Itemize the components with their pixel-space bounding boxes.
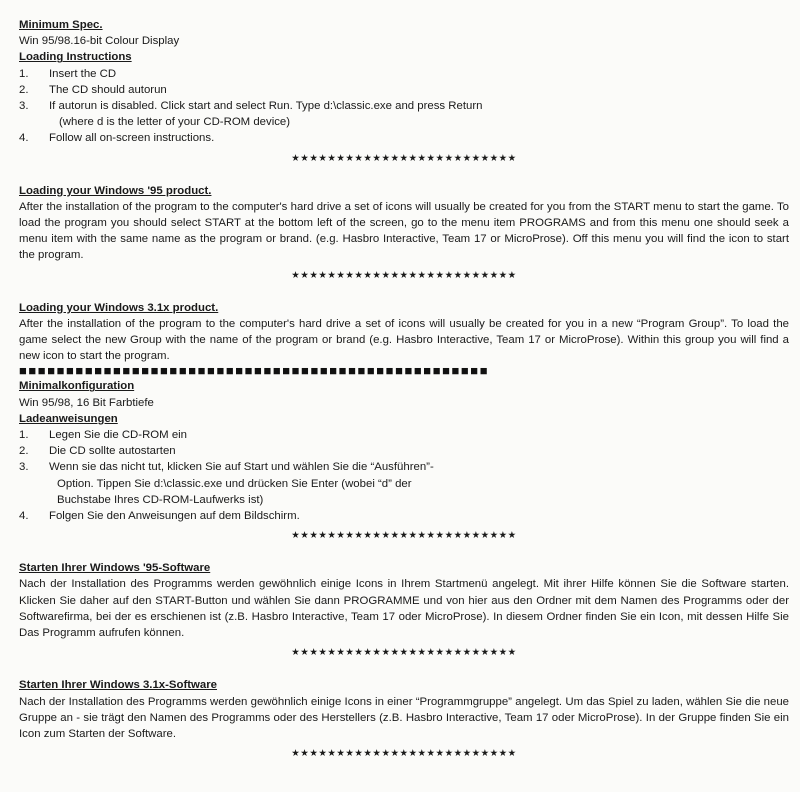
win95-heading-de: Starten Ihrer Windows '95-Software — [19, 562, 211, 575]
english-section — [19, 17, 789, 364]
list-item — [19, 427, 789, 443]
step-text: (where d is the letter of your CD-ROM device) — [59, 116, 291, 129]
min-spec-heading: Minimum Spec. — [19, 19, 103, 31]
step-number: 3. — [19, 100, 29, 113]
star-divider: ★★★★★★★★★★★★★★★★★★★★★★★★★ — [291, 152, 517, 164]
step-number: 2. — [19, 445, 29, 458]
loading-steps-list — [19, 66, 789, 147]
win31-paragraph-de: Nach der Installation des Programms werden gewöhnlich einige Icons in einer “Programmgruppe” angelegt. Um das Spiel zu laden, wählen Sie die neue Gruppe an - sie trägt den Namen des Programms oder des Herstellers (z.B. Hasbro Interactive, Team 17 oder MicroProse). In der Gruppe finden Sie ein Icon zum Starten der Software. — [19, 695, 789, 740]
list-item — [19, 130, 789, 146]
step-number: 4. — [19, 510, 29, 523]
list-item — [19, 443, 789, 459]
star-divider: ★★★★★★★★★★★★★★★★★★★★★★★★★ — [291, 748, 517, 760]
star-divider: ★★★★★★★★★★★★★★★★★★★★★★★★★ — [291, 530, 517, 542]
list-item — [19, 114, 789, 130]
step-text: The CD should autorun — [49, 83, 167, 96]
win31-heading: Loading your Windows 3.1x product. — [19, 301, 219, 314]
win95-paragraph-de: Nach der Installation des Programms werden gewöhnlich einige Icons in Ihrem Startmenü angelegt. Mit ihrer Hilfe können Sie die Software starten. Klicken Sie daher auf den START-Button und wählen Sie dann PROGRAMME und von hier aus den Ordner mit dem Namen des Programms oder der Softwarefirma, bei der es erschienen ist (z.B. Hasbro Interactive, Team 17 oder MicroProse). In diesem Ordner finden Sie ein Icon, mit dessen Hilfe Sie Das Programm aufrufen können. — [19, 578, 789, 640]
list-item — [19, 476, 789, 492]
win95-paragraph: After the installation of the program to the computer's hard drive a set of icons will usually be created for you from the START menu to start the game. To load the program you should select START at the bottom left of the screen, go to the menu item PROGRAMS and from this menu one should seek a menu item with the same name as the program or brand. (e.g. Hasbro Interactive, Team 17 or MicroProse). Off this menu you will find the icon to start the program. — [19, 200, 789, 262]
step-text: Folgen Sie den Anweisungen auf dem Bildschirm. — [49, 510, 300, 523]
list-item — [19, 492, 789, 508]
star-divider: ★★★★★★★★★★★★★★★★★★★★★★★★★ — [291, 269, 517, 281]
win31-heading-de: Starten Ihrer Windows 3.1x-Software — [19, 679, 218, 692]
german-section — [19, 378, 789, 762]
step-text: Option. Tippen Sie d:\classic.exe und drücken Sie Enter (wobei “d” der — [57, 477, 412, 490]
list-item — [19, 459, 789, 475]
step-number: 4. — [19, 132, 29, 145]
loading-instructions-heading-de: Ladeanweisungen — [19, 412, 118, 425]
win95-heading: Loading your Windows '95 product. — [19, 184, 212, 197]
square-divider: ■■■■■■■■■■■■■■■■■■■■■■■■■■■■■■■■■■■■■■■■■■■■■■■■■■ — [19, 364, 490, 379]
min-spec-text: Win 95/98.16-bit Colour Display — [19, 35, 180, 48]
list-item — [19, 98, 789, 114]
step-text: Insert the CD — [49, 67, 117, 80]
step-text: Follow all on-screen instructions. — [49, 132, 215, 145]
step-text: If autorun is disabled. Click start and select Run. Type d:\classic.exe and press Return — [49, 100, 483, 113]
loading-steps-list-de — [19, 427, 789, 524]
step-number: 3. — [19, 461, 29, 474]
step-text: Die CD sollte autostarten — [49, 445, 176, 458]
instruction-sheet — [19, 17, 789, 762]
loading-instructions-heading: Loading Instructions — [19, 51, 132, 64]
step-number: 2. — [19, 83, 29, 96]
min-spec-heading-de: Minimalkonfiguration — [19, 380, 135, 393]
step-text: Wenn sie das nicht tut, klicken Sie auf Start und wählen Sie die “Ausführen”- — [49, 461, 434, 474]
min-spec-text-de: Win 95/98, 16 Bit Farbtiefe — [19, 396, 154, 409]
list-item — [19, 82, 789, 98]
list-item — [19, 508, 789, 524]
step-number: 1. — [19, 429, 29, 442]
step-text: Legen Sie die CD-ROM ein — [49, 429, 188, 442]
step-number: 1. — [19, 67, 29, 80]
list-item — [19, 66, 789, 82]
star-divider: ★★★★★★★★★★★★★★★★★★★★★★★★★ — [291, 647, 517, 659]
win31-paragraph: After the installation of the program to the computer's hard drive a set of icons will usually be created for you in a new “Program Group”. To load the game select the new Group with the name of the program or brand (e.g. Hasbro Interactive, Team 17 or MicroProse). Within this group you will find a new icon to start the program. — [19, 317, 789, 363]
step-text: Buchstabe Ihres CD-ROM-Laufwerks ist) — [57, 493, 264, 506]
